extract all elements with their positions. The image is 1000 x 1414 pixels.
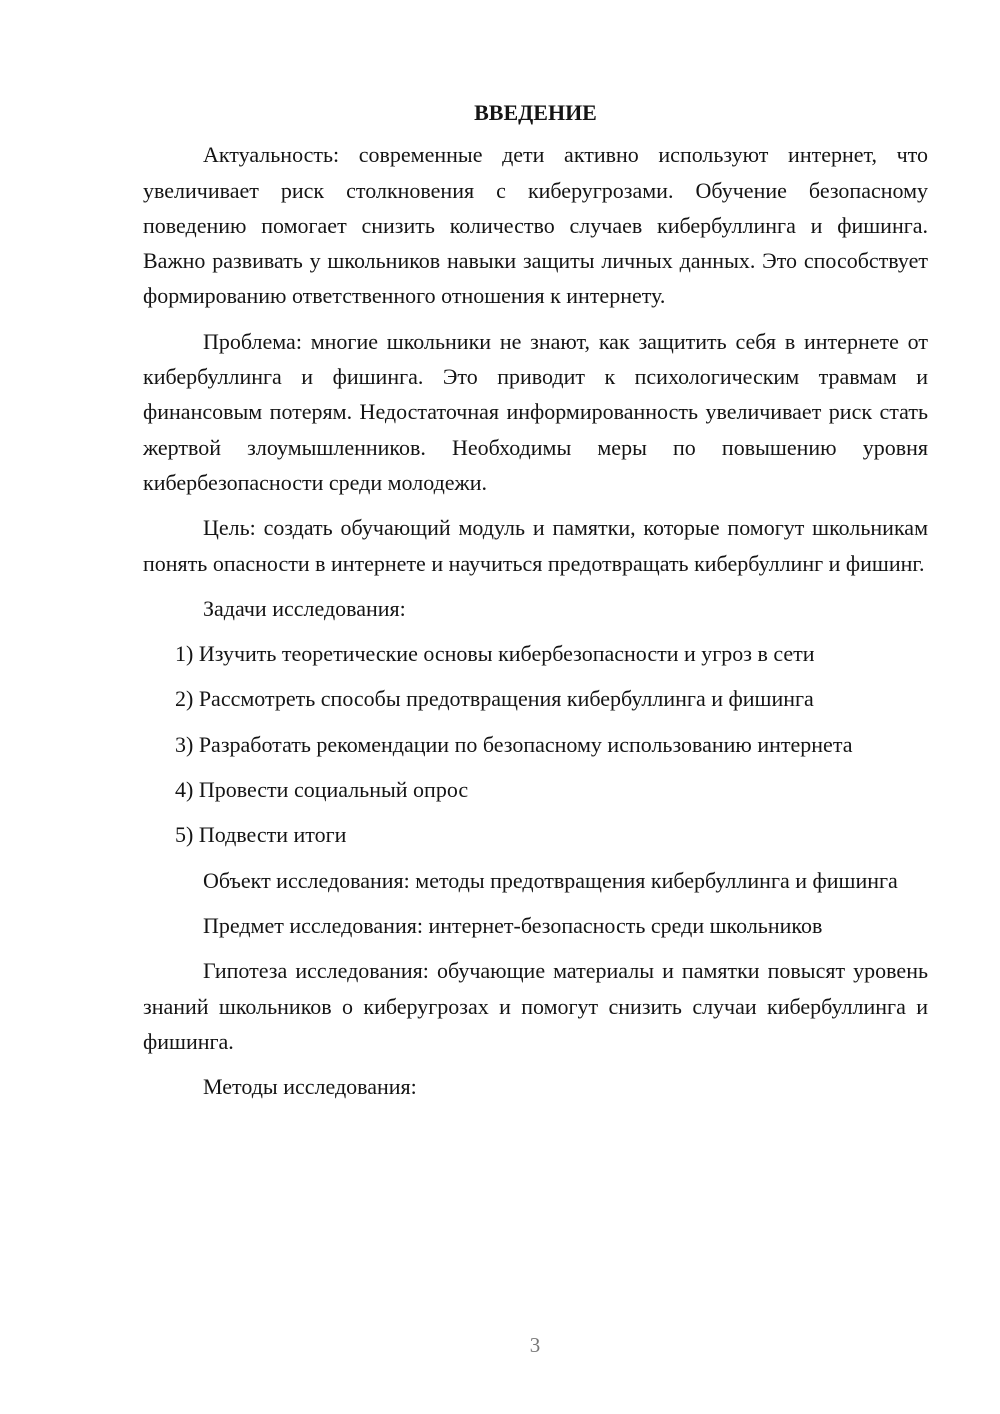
methods-heading: Методы исследования:	[203, 1074, 417, 1100]
task-item: 1) Изучить теоретические основы кибербезопасности и угроз в сети	[175, 641, 815, 667]
relevance-paragraph: Актуальность: современные дети активно используют интернет, что увеличивает риск столкновения с киберугрозами. Обучение безопасному поведению помогает снизить количество случаев кибербуллинга и фишинга. Важно развивать у школьников навыки защиты личных данных. Это способствует формированию ответственного отношения к интернету.	[143, 142, 928, 309]
hypothesis-paragraph: Гипотеза исследования: обучающие материалы и памятки повысят уровень знаний школьников о киберугрозах и помогут снизить случаи кибербуллинга и фишинга.	[143, 958, 928, 1054]
page-content	[143, 95, 928, 1114]
page-number: 3	[529, 1333, 541, 1357]
object-paragraph: Объект исследования: методы предотвращения кибербуллинга и фишинга	[203, 867, 898, 893]
task-item: 5) Подвести итоги	[175, 822, 347, 848]
task-item: 4) Провести социальный опрос	[175, 777, 469, 803]
section-title: ВВЕДЕНИЕ	[474, 100, 597, 125]
problem-paragraph: Проблема: многие школьники не знают, как защитить себя в интернете от кибербуллинга и фишинга. Это приводит к психологическим травмам и финансовым потерям. Недостаточная информированность увеличивает риск стать жертвой злоумышленников. Необходимы меры по повышению уровня кибербезопасности среди молодежи.	[143, 328, 928, 495]
task-item: 3) Разработать рекомендации по безопасному использованию интернета	[175, 731, 853, 757]
goal-paragraph: Цель: создать обучающий модуль и памятки, которые помогут школьникам понять опасности в интернете и научиться предотвращать кибербуллинг и фишинг.	[143, 515, 928, 576]
tasks-heading: Задачи исследования:	[203, 595, 406, 621]
task-item: 2) Рассмотреть способы предотвращения кибербуллинга и фишинга	[175, 686, 814, 712]
subject-paragraph: Предмет исследования: интернет-безопасность среди школьников	[203, 912, 823, 938]
